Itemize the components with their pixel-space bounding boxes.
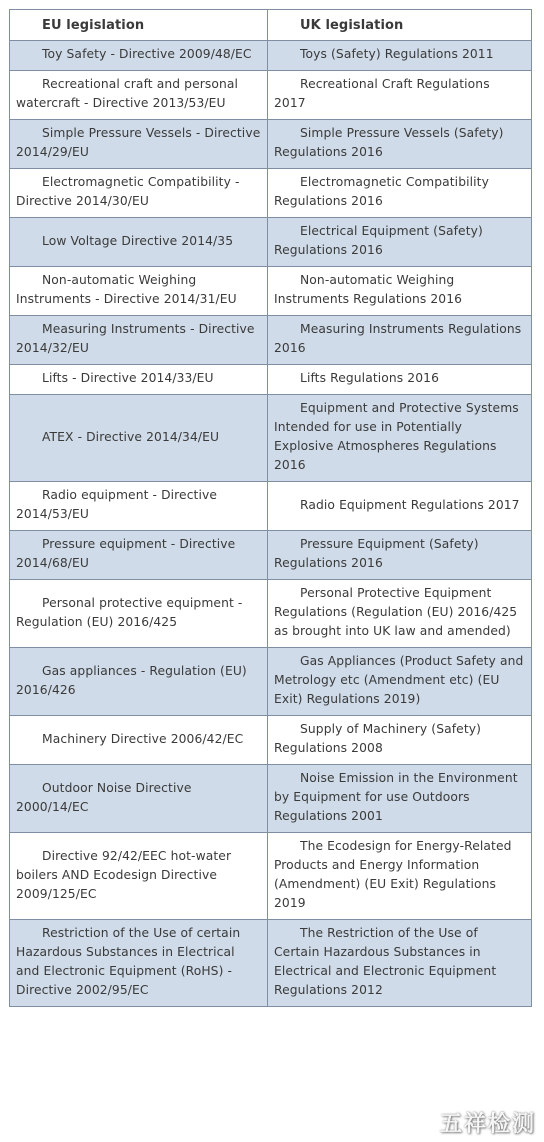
table-row: [10, 169, 532, 218]
cell-eu: [10, 267, 268, 316]
cell-eu: [10, 765, 268, 833]
cell-eu: [10, 580, 268, 648]
cell-uk: [268, 920, 532, 1007]
cell-uk: [268, 531, 532, 580]
eu-legislation-text: Lifts - Directive 2014/33/EU: [42, 371, 214, 385]
eu-legislation-text: Gas appliances - Regulation (EU) 2016/426: [16, 663, 247, 697]
cell-eu: [10, 531, 268, 580]
eu-legislation-text: Restriction of the Use of certain Hazardous Substances in Electrical and Electronic Equipment (RoHS) - Directive 2002/95/EC: [16, 926, 241, 997]
cell-eu: [10, 218, 268, 267]
table-row: [10, 648, 532, 716]
table-row: [10, 120, 532, 169]
header-eu: EU legislation: [10, 10, 268, 41]
uk-legislation-text: Equipment and Protective Systems Intended for use in Potentially Explosive Atmospheres Regulations 2016: [274, 401, 519, 472]
uk-legislation-text: Radio Equipment Regulations 2017: [300, 497, 520, 512]
table-header-row: [10, 10, 532, 41]
uk-legislation-text: Measuring Instruments Regulations 2016: [274, 322, 522, 355]
cell-eu: [10, 41, 268, 71]
cell-uk: [268, 41, 532, 71]
header-uk: UK legislation: [268, 10, 532, 41]
eu-legislation-text: Personal protective equipment - Regulation (EU) 2016/425: [16, 595, 243, 629]
table-row: [10, 920, 532, 1007]
cell-uk: [268, 365, 532, 395]
uk-legislation-text: The Ecodesign for Energy-Related Products and Energy Information (Amendment) (EU Exit) Regulations 2019: [274, 839, 512, 910]
eu-legislation-text: Radio equipment - Directive 2014/53/EU: [16, 488, 218, 521]
uk-legislation-text: Simple Pressure Vessels (Safety) Regulations 2016: [274, 126, 504, 159]
eu-legislation-text: Recreational craft and personal watercraft - Directive 2013/53/EU: [16, 77, 239, 110]
uk-legislation-text: Personal Protective Equipment Regulations (Regulation (EU) 2016/425 as brought into UK law and amended): [274, 586, 518, 638]
eu-legislation-text: Measuring Instruments - Directive 2014/32/EU: [16, 322, 255, 355]
cell-eu: [10, 833, 268, 920]
cell-eu: [10, 316, 268, 365]
cell-eu: [10, 169, 268, 218]
cell-uk: [268, 218, 532, 267]
uk-legislation-text: Non-automatic Weighing Instruments Regulations 2016: [274, 273, 463, 306]
table-row: [10, 580, 532, 648]
cell-uk: [268, 833, 532, 920]
cell-uk: [268, 169, 532, 218]
cell-eu: [10, 365, 268, 395]
watermark-logo: 五祥检测: [439, 1112, 536, 1137]
cell-eu: [10, 920, 268, 1007]
eu-legislation-text: Machinery Directive 2006/42/EC: [42, 731, 244, 746]
uk-legislation-text: Electrical Equipment (Safety) Regulations 2016: [274, 224, 483, 257]
cell-eu: [10, 482, 268, 531]
table-row: [10, 482, 532, 531]
table-row: [10, 365, 532, 395]
cell-uk: [268, 765, 532, 833]
cell-uk: [268, 648, 532, 716]
table-row: [10, 531, 532, 580]
uk-legislation-text: Toys (Safety) Regulations 2011: [300, 47, 494, 61]
uk-legislation-text: The Restriction of the Use of Certain Hazardous Substances in Electrical and Electronic Equipment Regulations 2012: [274, 926, 497, 997]
eu-legislation-text: Simple Pressure Vessels - Directive 2014/29/EU: [16, 126, 261, 159]
table-row: [10, 833, 532, 920]
table-row: [10, 267, 532, 316]
uk-legislation-text: Electromagnetic Compatibility Regulations 2016: [274, 175, 489, 208]
cell-eu: [10, 120, 268, 169]
uk-legislation-text: Noise Emission in the Environment by Equipment for use Outdoors Regulations 2001: [274, 771, 518, 823]
table-row: [10, 316, 532, 365]
eu-legislation-text: Low Voltage Directive 2014/35: [42, 233, 234, 248]
eu-legislation-text: Toy Safety - Directive 2009/48/EC: [42, 47, 252, 61]
cell-eu: [10, 716, 268, 765]
uk-legislation-text: Gas Appliances (Product Safety and Metrology etc (Amendment etc) (EU Exit) Regulations 2019): [274, 654, 524, 706]
cell-uk: [268, 716, 532, 765]
cell-uk: [268, 580, 532, 648]
table-row: [10, 395, 532, 482]
cell-uk: [268, 120, 532, 169]
eu-legislation-text: Non-automatic Weighing Instruments - Directive 2014/31/EU: [16, 273, 237, 306]
eu-legislation-text: ATEX - Directive 2014/34/EU: [42, 429, 220, 444]
uk-legislation-text: Supply of Machinery (Safety) Regulations 2008: [274, 722, 482, 755]
cell-eu: [10, 648, 268, 716]
table-row: [10, 41, 532, 71]
table-row: [10, 765, 532, 833]
eu-legislation-text: Electromagnetic Compatibility - Directive 2014/30/EU: [16, 175, 240, 208]
eu-legislation-text: Outdoor Noise Directive 2000/14/EC: [16, 780, 192, 814]
eu-legislation-text: Pressure equipment - Directive 2014/68/EU: [16, 537, 236, 570]
eu-legislation-text: Directive 92/42/EEC hot-water boilers AND Ecodesign Directive 2009/125/EC: [16, 848, 232, 901]
cell-uk: [268, 395, 532, 482]
cell-uk: [268, 316, 532, 365]
cell-eu: [10, 395, 268, 482]
cell-uk: [268, 482, 532, 531]
cell-uk: [268, 71, 532, 120]
table-row: [10, 71, 532, 120]
cell-uk: [268, 267, 532, 316]
table-row: [10, 716, 532, 765]
cell-eu: [10, 71, 268, 120]
uk-legislation-text: Lifts Regulations 2016: [300, 371, 439, 385]
uk-legislation-text: Pressure Equipment (Safety) Regulations 2016: [274, 537, 479, 570]
table-row: [10, 218, 532, 267]
legislation-table: [9, 9, 532, 1007]
uk-legislation-text: Recreational Craft Regulations 2017: [274, 77, 490, 110]
